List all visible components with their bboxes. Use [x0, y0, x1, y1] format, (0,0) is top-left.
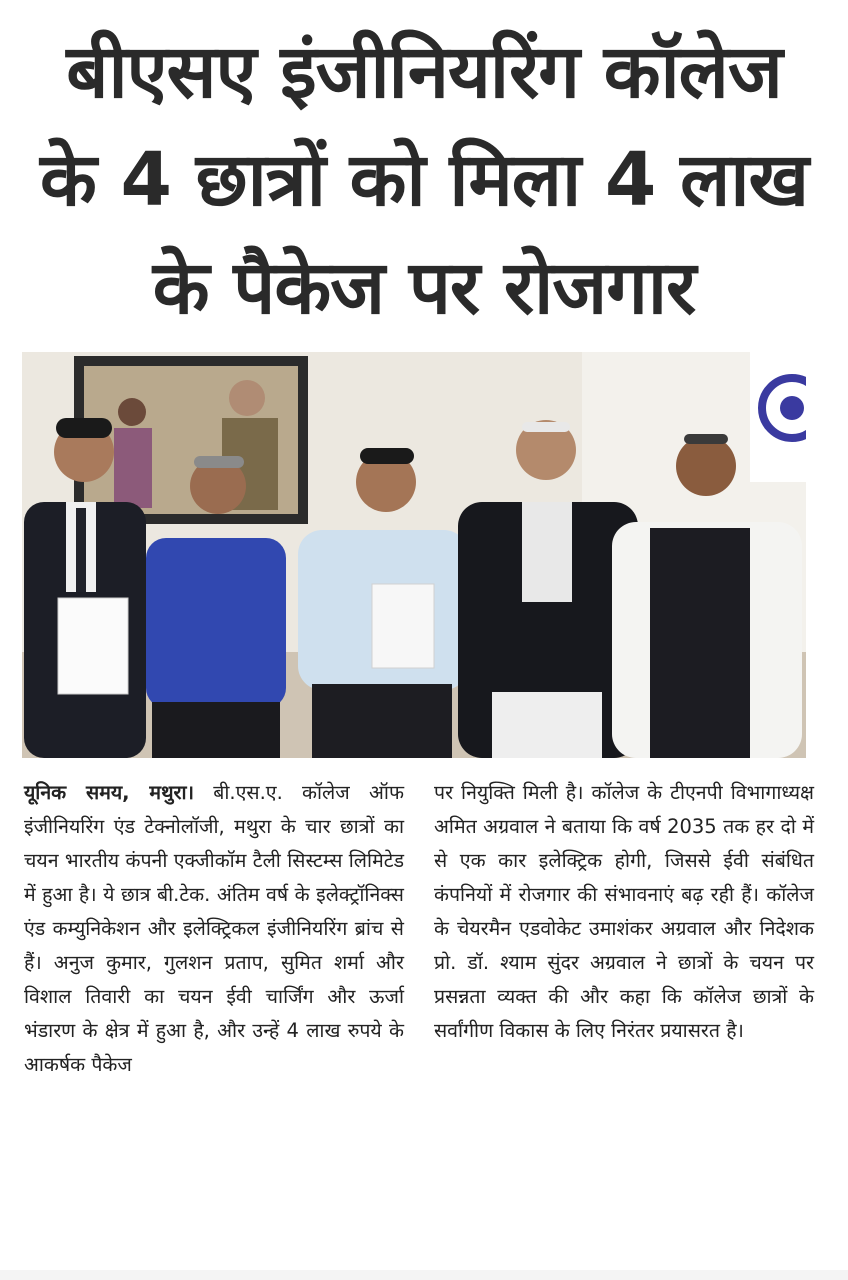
- article-column-1: [24, 776, 404, 1082]
- article-column-2: [434, 776, 814, 1048]
- article-text-col2: पर नियुक्ति मिली है। कॉलेज के टीएनपी विभागाध्यक्ष अमित अग्रवाल ने बताया कि वर्ष 2035 तक हर दो में से एक कार इलेक्ट्रिक होगी, जिससे ईवी संबंधित कंपनियों में रोजगार की संभावनाएं बढ़ रही हैं। कॉलेज के चेयरमैन एडवोकेट उमाशंकर अग्रवाल और निदेशक प्रो. डॉ. श्याम सुंदर अग्रवाल ने छात्रों के चयन पर प्रसन्नता व्यक्त की और कहा कि कॉलेज छात्रों के सर्वांगीण विकास के लिए निरंतर प्रयासरत है।: [434, 781, 814, 1042]
- headline-line-3: के पैकेज पर रोजगार: [152, 245, 696, 331]
- article-text-col1: बी.एस.ए. कॉलेज ऑफ इंजीनियरिंग एंड टेक्नोलॉजी, मथुरा के चार छात्रों का चयन भारतीय कंपनी एक्जीकॉम टैली सिस्टम्स लिमिटेड में हुआ है। ये छात्र बी.टेक. अंतिम वर्ष के इलेक्ट्रॉनिक्स एंड कम्युनिकेशन और इलेक्ट्रिकल इंजीनियरिंग ब्रांच से हैं। अनुज कुमार, गुलशन प्रताप, सुमित शर्मा और विशाल तिवारी का चयन ईवी चार्जिंग और ऊर्जा भंडारण के क्षेत्र में हुआ है, और उन्हें 4 लाख रुपये के आकर्षक पैकेज: [24, 781, 404, 1076]
- headline-line-2: के 4 छात्रों को मिला 4 लाख: [39, 137, 809, 223]
- headline: [0, 18, 848, 342]
- headline-line-1: बीएसए इंजीनियरिंग कॉलेज: [66, 29, 782, 115]
- dateline: यूनिक समय, मथुरा।: [24, 781, 194, 804]
- college-logo: [750, 352, 806, 482]
- page-bottom-strip: [0, 1270, 848, 1280]
- news-photo: [22, 352, 806, 758]
